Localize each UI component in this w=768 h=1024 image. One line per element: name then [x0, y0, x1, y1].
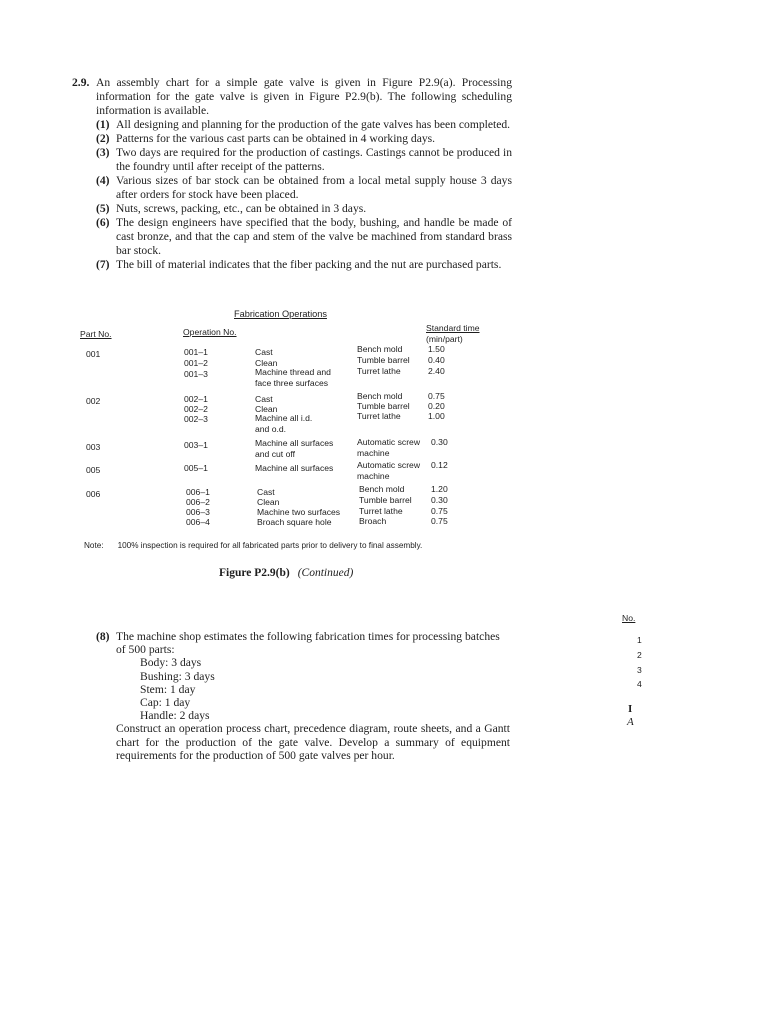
operation-number: 006–3: [186, 507, 210, 517]
part-8-instructions: Construct an operation process chart, precedence diagram, route sheets, and a Gantt chart for the production of the gate valve. Develop a summary of equipment requirements for the production of 500 gate valves per hour.: [116, 722, 510, 762]
operation-number: 003–1: [184, 440, 208, 450]
inspection-note: [84, 541, 422, 550]
list-item: (7) The bill of material indicates that the fiber packing and the nut are purchased parts.: [96, 258, 502, 271]
operation-desc: Machine thread and face three surfaces: [255, 367, 331, 388]
std-time: 0.75: [431, 516, 448, 526]
side-fragment: I: [628, 703, 633, 715]
side-header: No.: [622, 613, 636, 623]
figure-label: Figure P2.9(b): [219, 567, 290, 579]
list-item: Handle: 2 days: [140, 709, 210, 723]
operation-number: 001–3: [184, 369, 208, 379]
operation-desc: Broach square hole: [257, 517, 332, 527]
operation-number: 002–2: [184, 404, 208, 414]
std-time: 2.40: [428, 366, 445, 376]
list-item: (5) Nuts, screws, packing, etc., can be obtained in 3 days.: [96, 202, 367, 215]
part-number: 006: [86, 489, 101, 499]
std-time: 0.40: [428, 355, 445, 365]
item-number: (8): [96, 630, 110, 643]
operation-number: 006–4: [186, 517, 210, 527]
std-time-units: (min/part): [426, 334, 463, 344]
std-time: 0.75: [431, 506, 448, 516]
std-time: 1.00: [428, 411, 445, 421]
list-item: (1) All designing and planning for the production of the gate valves has been completed.: [96, 118, 511, 131]
side-item: 4: [637, 679, 642, 689]
list-item: Stem: 1 day: [140, 682, 196, 696]
machine: Bench mold: [359, 484, 405, 494]
list-item: Bushing: 3 days: [140, 669, 215, 683]
list-item: Body: 3 days: [140, 656, 202, 670]
operation-desc: Cast: [257, 487, 275, 497]
side-item: 3: [637, 665, 642, 675]
machine: Bench mold: [357, 391, 403, 401]
list-item: Cap: 1 day: [140, 696, 191, 710]
table-title: Fabrication Operations: [234, 309, 327, 319]
operation-number: 002–3: [184, 414, 208, 424]
operation-number: 006–1: [186, 487, 210, 497]
operation-desc: Clean: [257, 497, 280, 507]
operation-number: 006–2: [186, 497, 210, 507]
operation-number: 002–1: [184, 394, 208, 404]
machine: Automatic screw machine: [357, 460, 421, 481]
std-time: 1.20: [431, 484, 448, 494]
operation-number: 001–1: [184, 347, 208, 357]
operation-desc: Cast: [255, 347, 273, 357]
std-time: 0.30: [431, 437, 448, 447]
list-item: (3) Two days are required for the production of castings. Castings cannot be produced in the foundry until after receipt of the patterns.: [96, 146, 512, 173]
std-time-header: Standard time: [426, 323, 480, 333]
operation-desc: Clean: [255, 358, 278, 368]
figure-caption: [219, 567, 353, 579]
part-number: 003: [86, 442, 101, 452]
machine: Tumble barrel: [359, 495, 412, 505]
machine: Broach: [359, 516, 387, 526]
list-item: (2) Patterns for the various cast parts can be obtained in 4 working days.: [96, 132, 436, 145]
machine: Automatic screw machine: [357, 437, 421, 458]
part-number: 002: [86, 396, 101, 406]
operation-desc: Machine two surfaces: [257, 507, 341, 517]
operation-desc: Machine all surfaces: [255, 463, 334, 473]
side-item: 2: [637, 650, 642, 660]
operation-no-header: Operation No.: [183, 327, 237, 337]
std-time: 0.75: [428, 391, 445, 401]
part-no-header: Part No.: [80, 329, 112, 339]
operation-desc: Machine all i.d. and o.d.: [255, 413, 313, 434]
machine: Bench mold: [357, 344, 403, 354]
machine: Turret lathe: [357, 411, 401, 421]
std-time: 0.20: [428, 401, 445, 411]
part-number: 005: [86, 465, 101, 475]
machine: Tumble barrel: [357, 401, 410, 411]
machine: Tumble barrel: [357, 355, 410, 365]
operation-desc: Cast: [255, 394, 273, 404]
note-label: Note:: [84, 541, 104, 550]
operation-number: 001–2: [184, 358, 208, 368]
part-number: 001: [86, 349, 101, 359]
machine: Turret lathe: [359, 506, 403, 516]
std-time: 0.12: [431, 460, 448, 470]
problem-number: 2.9.: [72, 76, 90, 89]
problem-intro: An assembly chart for a simple gate valve is given in Figure P2.9(a). Processing information for the gate valve is given in Figure P2.9(b). The following scheduling information is available.: [96, 76, 512, 117]
std-time: 1.50: [428, 344, 445, 354]
part-8: [96, 630, 510, 762]
fabrication-times-list: [140, 656, 510, 722]
figure-continued: (Continued): [297, 567, 354, 579]
operation-number: 005–1: [184, 463, 208, 473]
std-time: 0.30: [431, 495, 448, 505]
operation-desc: Clean: [255, 404, 278, 414]
side-fragment: A: [627, 716, 634, 728]
side-item: 1: [637, 635, 642, 645]
part-8-lead: The machine shop estimates the following fabrication times for processing batches of 500 parts:: [116, 630, 500, 657]
list-item: (4) Various sizes of bar stock can be obtained from a local metal supply house 3 days after orders for stock have been placed.: [96, 174, 512, 201]
note-text: 100% inspection is required for all fabricated parts prior to delivery to final assembly.: [117, 541, 423, 550]
list-item: (6) The design engineers have specified that the body, bushing, and handle be made of cast bronze, and that the cap and stem of the valve be machined from standard brass bar stock.: [96, 216, 512, 257]
machine: Turret lathe: [357, 366, 401, 376]
operation-desc: Machine all surfaces and cut off: [255, 438, 334, 459]
